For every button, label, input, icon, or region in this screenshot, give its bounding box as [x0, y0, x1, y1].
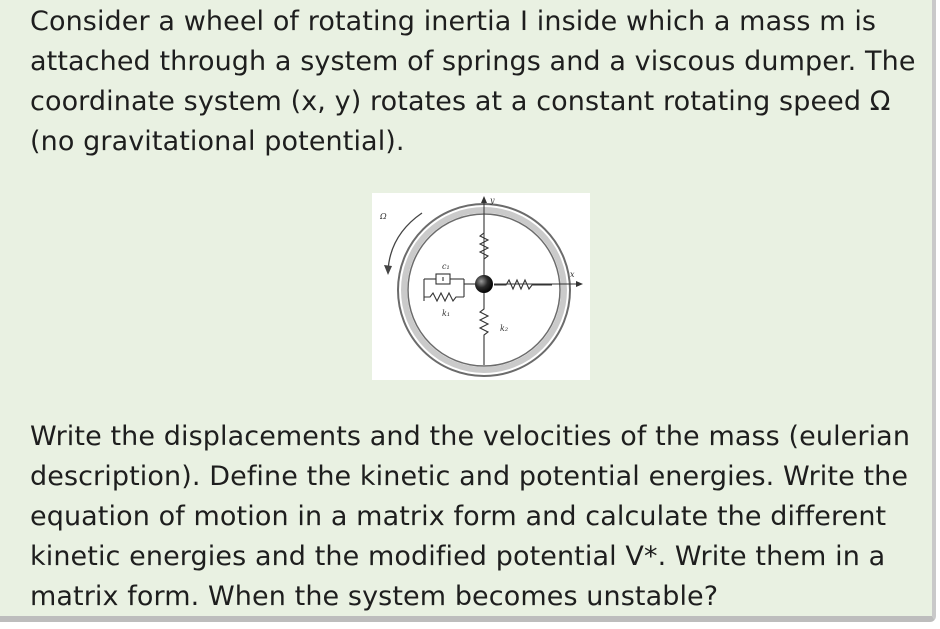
question-line: equation of motion in a matrix form and calculate the different — [30, 501, 887, 532]
intro-line: coordinate system (x, y) rotates at a constant rotating speed Ω — [30, 86, 891, 117]
intro-line: attached through a system of springs and a viscous dumper. The — [30, 46, 916, 77]
intro-line: Consider a wheel of rotating inertia I inside which a mass m is — [30, 6, 877, 37]
intro-line: (no gravitational potential). — [30, 126, 405, 157]
mass-ball — [475, 275, 493, 293]
question-line: Write the displacements and the velocities of the mass (eulerian — [30, 421, 911, 452]
x-axis-label: x — [570, 270, 575, 279]
problem-intro — [30, 2, 930, 162]
question-line: description). Define the kinetic and potential energies. Write the — [30, 461, 909, 492]
x-axis-arrowhead — [576, 281, 583, 287]
left-spring — [424, 293, 464, 301]
wheel-diagram-svg — [372, 193, 590, 380]
rotation-arrowhead — [384, 265, 392, 275]
y-axis-label: y — [490, 196, 495, 205]
right-spring — [494, 280, 552, 289]
spring-k2-label: k₂ — [500, 324, 509, 333]
wheel-diagram — [372, 193, 590, 380]
omega-label: Ω — [380, 212, 387, 221]
spring-k1-label: k₁ — [442, 309, 451, 318]
question-line: kinetic energies and the modified potential V*. Write them in a — [30, 541, 886, 572]
question-line: matrix form. When the system becomes unstable? — [30, 581, 719, 612]
problem-question — [30, 417, 930, 617]
damper-c1-label: c₁ — [442, 262, 450, 271]
bottom-spring — [480, 293, 488, 365]
y-axis-arrowhead — [481, 196, 487, 203]
top-spring — [480, 215, 488, 277]
